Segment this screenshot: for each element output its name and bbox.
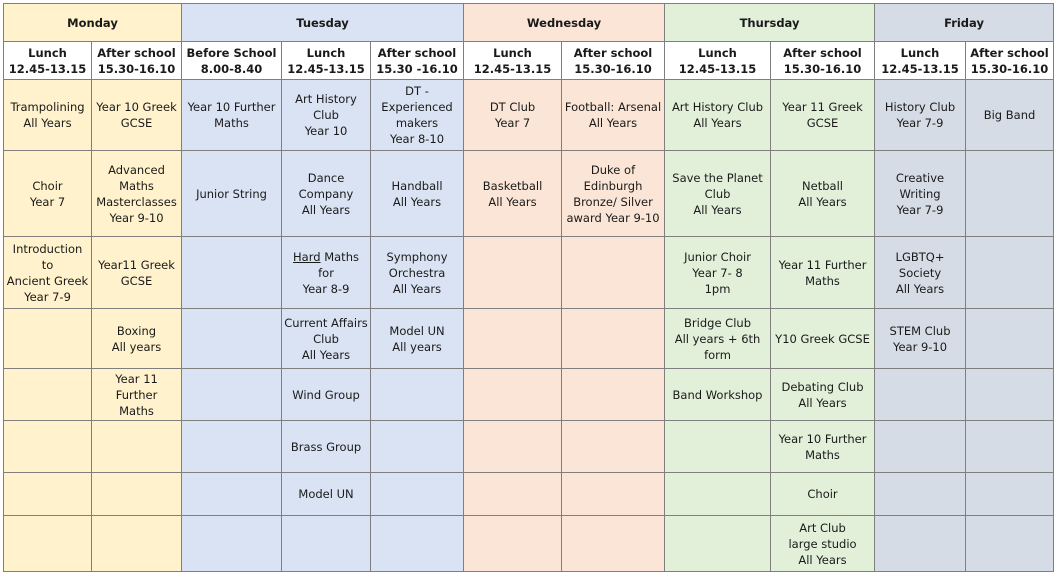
activity-cell	[966, 309, 1054, 369]
activity-cell	[665, 516, 771, 572]
table-row	[4, 80, 1054, 151]
activity-cell: Debating Club All Years	[771, 369, 875, 421]
session-header-row	[4, 42, 1054, 80]
day-header-row	[4, 4, 1054, 42]
session-time: 12.45-13.15	[881, 61, 959, 76]
activity-cell	[966, 421, 1054, 473]
activity-cell	[562, 237, 665, 309]
activity-cell: Junior String	[182, 151, 282, 237]
activity-cell: Year 10 Further Maths	[771, 421, 875, 473]
activity-cell	[875, 516, 966, 572]
activity-cell	[562, 516, 665, 572]
day-header-monday: Monday	[4, 4, 182, 42]
session-title: Lunch	[698, 45, 737, 60]
activity-emphasis: Hard	[293, 249, 321, 264]
session-header	[371, 42, 464, 80]
session-title: After school	[573, 45, 653, 60]
activity-cell: Trampolining All Years	[4, 80, 92, 151]
activity-cell: Introduction to Ancient Greek Year 7-9	[4, 237, 92, 309]
activity-cell: Boxing All years	[92, 309, 182, 369]
activity-cell: Art History Club Year 10	[282, 80, 371, 151]
session-time: 12.45-13.15	[678, 61, 757, 76]
activity-cell: Bridge Club All years + 6th form	[665, 309, 771, 369]
table-row	[4, 151, 1054, 237]
session-time: 8.00-8.40	[200, 61, 263, 76]
activity-cell: Dance Company All Years	[282, 151, 371, 237]
activity-cell: Big Band	[966, 80, 1054, 151]
session-header	[966, 42, 1054, 80]
activity-cell: Netball All Years	[771, 151, 875, 237]
activity-cell	[966, 473, 1054, 516]
day-header-friday: Friday	[875, 4, 1054, 42]
activity-cell	[966, 151, 1054, 237]
activity-cell	[665, 473, 771, 516]
session-header	[464, 42, 562, 80]
activity-cell	[282, 516, 371, 572]
activity-cell: Wind Group	[282, 369, 371, 421]
activity-cell: Symphony Orchestra All Years	[371, 237, 464, 309]
activity-cell: Year 10 Further Maths	[182, 80, 282, 151]
session-title: Lunch	[900, 45, 940, 60]
timetable-body	[4, 80, 1054, 572]
session-title: Lunch	[306, 45, 346, 60]
activity-cell	[4, 473, 92, 516]
table-row	[4, 237, 1054, 309]
activity-cell: LGBTQ+ Society All Years	[875, 237, 966, 309]
activity-cell: Choir Year 7	[4, 151, 92, 237]
session-time: 15.30-16.10	[97, 61, 176, 76]
table-row	[4, 309, 1054, 369]
activity-cell: Handball All Years	[371, 151, 464, 237]
session-header	[92, 42, 182, 80]
activity-cell	[4, 421, 92, 473]
session-title: Lunch	[493, 45, 532, 60]
session-time: 15.30-16.10	[574, 61, 652, 76]
session-time: 12.45-13.15	[473, 61, 552, 76]
activity-cell	[182, 309, 282, 369]
activity-cell: DT Club Year 7	[464, 80, 562, 151]
session-header	[4, 42, 92, 80]
clubs-timetable	[3, 3, 1054, 572]
session-title: After school	[377, 45, 457, 60]
session-title: Lunch	[28, 45, 67, 60]
activity-cell: Basketball All Years	[464, 151, 562, 237]
activity-cell	[464, 369, 562, 421]
activity-cell	[464, 309, 562, 369]
activity-text: Maths for Year 8-9	[302, 249, 359, 296]
session-time: 15.30-16.10	[783, 61, 862, 76]
activity-cell: Y10 Greek GCSE	[771, 309, 875, 369]
activity-cell: Model UN	[282, 473, 371, 516]
activity-cell: Year 10 Greek GCSE	[92, 80, 182, 151]
activity-cell	[464, 473, 562, 516]
activity-cell: Year 11 Greek GCSE	[771, 80, 875, 151]
activity-cell	[562, 421, 665, 473]
activity-cell: Creative Writing Year 7-9	[875, 151, 966, 237]
activity-cell: Save the Planet Club All Years	[665, 151, 771, 237]
activity-cell	[92, 421, 182, 473]
session-title: After school	[970, 45, 1049, 60]
activity-cell	[92, 516, 182, 572]
activity-cell	[562, 369, 665, 421]
activity-cell: Art Club large studio All Years	[771, 516, 875, 572]
activity-cell	[4, 369, 92, 421]
day-header-thursday: Thursday	[665, 4, 875, 42]
session-time: 12.45-13.15	[8, 61, 87, 76]
session-time: 15.30 -16.10	[376, 61, 458, 76]
table-row	[4, 421, 1054, 473]
activity-cell	[875, 369, 966, 421]
activity-cell: History Club Year 7-9	[875, 80, 966, 151]
activity-cell	[371, 421, 464, 473]
activity-cell	[282, 237, 371, 309]
activity-cell: Band Workshop	[665, 369, 771, 421]
activity-cell	[4, 516, 92, 572]
activity-cell	[4, 309, 92, 369]
day-header-tuesday: Tuesday	[182, 4, 464, 42]
table-row	[4, 473, 1054, 516]
activity-cell: Choir	[771, 473, 875, 516]
activity-cell	[464, 516, 562, 572]
activity-cell: Model UN All years	[371, 309, 464, 369]
activity-cell	[966, 369, 1054, 421]
day-header-wednesday: Wednesday	[464, 4, 665, 42]
table-row	[4, 369, 1054, 421]
session-title: After school	[97, 45, 176, 60]
session-header	[875, 42, 966, 80]
activity-cell	[371, 473, 464, 516]
activity-cell: Current Affairs Club All Years	[282, 309, 371, 369]
activity-cell	[371, 516, 464, 572]
activity-cell	[966, 237, 1054, 309]
activity-cell: Year 11 Further Maths	[771, 237, 875, 309]
activity-cell: Art History Club All Years	[665, 80, 771, 151]
activity-cell	[562, 309, 665, 369]
session-header	[771, 42, 875, 80]
activity-cell: Year 11 Further Maths	[92, 369, 182, 421]
table-row	[4, 516, 1054, 572]
activity-cell: Junior Choir Year 7- 8 1pm	[665, 237, 771, 309]
session-title: After school	[783, 45, 862, 60]
activity-cell	[92, 473, 182, 516]
session-title: Before School	[186, 45, 277, 60]
activity-cell	[182, 369, 282, 421]
activity-cell	[562, 473, 665, 516]
activity-cell	[665, 421, 771, 473]
activity-cell: Football: Arsenal All Years	[562, 80, 665, 151]
session-header	[182, 42, 282, 80]
activity-cell: Advanced Maths Masterclasses Year 9-10	[92, 151, 182, 237]
session-header	[665, 42, 771, 80]
activity-cell	[464, 237, 562, 309]
activity-cell	[371, 369, 464, 421]
activity-cell	[875, 421, 966, 473]
session-header	[562, 42, 665, 80]
activity-cell: Brass Group	[282, 421, 371, 473]
activity-cell: Duke of Edinburgh Bronze/ Silver award Year 9-10	[562, 151, 665, 237]
activity-cell	[464, 421, 562, 473]
activity-cell: STEM Club Year 9-10	[875, 309, 966, 369]
activity-cell: Year11 Greek GCSE	[92, 237, 182, 309]
activity-cell	[875, 473, 966, 516]
activity-cell	[182, 237, 282, 309]
session-time: 15.30-16.10	[970, 61, 1049, 76]
activity-cell	[966, 516, 1054, 572]
activity-cell: DT - Experienced makers Year 8-10	[371, 80, 464, 151]
activity-cell	[182, 516, 282, 572]
activity-cell	[182, 473, 282, 516]
session-time: 12.45-13.15	[287, 61, 365, 76]
session-header	[282, 42, 371, 80]
activity-cell	[182, 421, 282, 473]
